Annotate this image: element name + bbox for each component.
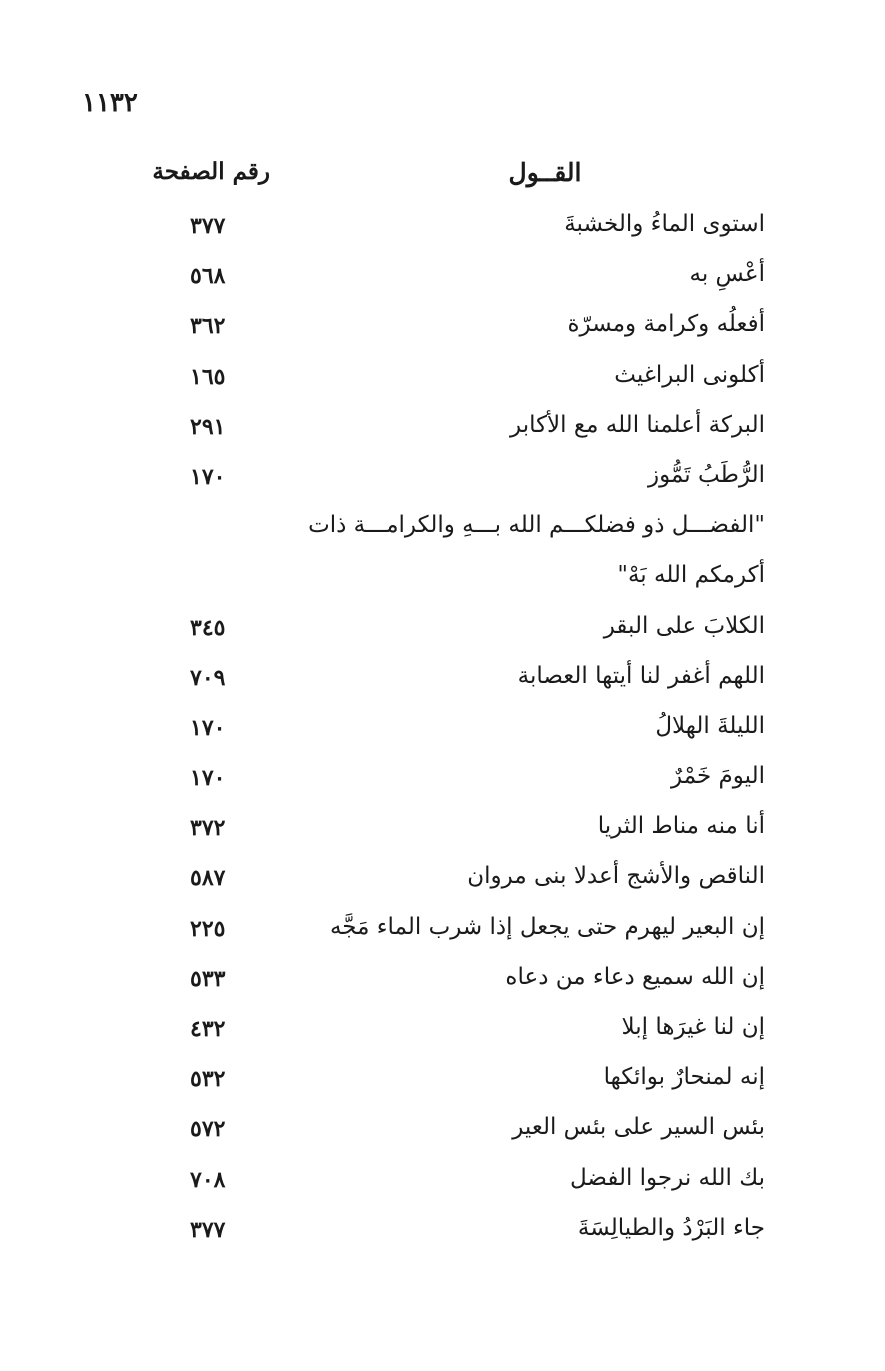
page-reference: ١٦٥ bbox=[190, 363, 226, 390]
table-row bbox=[0, 504, 885, 554]
saying-text: إن لنا غيرَها إبلا bbox=[621, 1014, 765, 1040]
table-row bbox=[0, 253, 885, 303]
table-row bbox=[0, 404, 885, 454]
saying-text: إن الله سميع دعاء من دعاه bbox=[505, 963, 765, 990]
table-row bbox=[0, 705, 885, 755]
table-row bbox=[0, 655, 885, 705]
page-reference: ٣٧٢ bbox=[190, 815, 226, 842]
table-row bbox=[0, 906, 885, 956]
page-reference: ١٧٠ bbox=[190, 765, 226, 792]
page-reference: ٣٧٧ bbox=[190, 213, 226, 239]
page-reference: ٥٣٣ bbox=[190, 965, 226, 992]
saying-text: أعْسِ به bbox=[689, 261, 765, 288]
table-row bbox=[0, 554, 885, 604]
table-row bbox=[0, 1006, 885, 1056]
table-row bbox=[0, 303, 885, 353]
saying-text: أفعلُه وكرامة ومسرّة bbox=[567, 311, 765, 338]
page-reference: ٧٠٨ bbox=[190, 1166, 226, 1193]
table-row bbox=[0, 354, 885, 404]
sayings-index-table bbox=[0, 203, 885, 1257]
table-row bbox=[0, 1207, 885, 1257]
saying-text: الليلةَ الهلالُ bbox=[655, 712, 765, 739]
table-row bbox=[0, 1106, 885, 1156]
page-reference: ٥٧٢ bbox=[190, 1116, 226, 1143]
page-reference: ٣٧٧ bbox=[190, 1216, 226, 1243]
table-row bbox=[0, 855, 885, 905]
table-row bbox=[0, 454, 885, 504]
table-row bbox=[0, 1056, 885, 1106]
saying-text: استوى الماءُ والخشبةَ bbox=[564, 211, 765, 237]
page-reference: ٤٣٢ bbox=[190, 1016, 226, 1042]
page-reference: ٢٢٥ bbox=[190, 915, 226, 942]
page-reference: ٣٦٢ bbox=[190, 313, 226, 340]
saying-text: الكلابَ على البقر bbox=[603, 612, 765, 639]
saying-text: بئس السير على بئس العير bbox=[512, 1114, 765, 1141]
saying-text: أكرمكم الله بَهْ" bbox=[617, 562, 765, 589]
page-reference: ٢٩١ bbox=[190, 413, 226, 440]
saying-column-header: القــول bbox=[508, 158, 582, 187]
table-row bbox=[0, 755, 885, 805]
saying-text: أكلونى البراغيث bbox=[614, 361, 765, 388]
saying-text: "الفضـــل ذو فضلكـــم الله بـــهِ والكرامـــة ذات bbox=[308, 512, 765, 539]
table-row bbox=[0, 1157, 885, 1207]
saying-text: إنه لمنحارٌ بوائكها bbox=[603, 1064, 765, 1091]
page-reference: ٥٣٢ bbox=[190, 1066, 226, 1093]
saying-text: إن البعير ليهرم حتى يجعل إذا شرب الماء مَجَّه bbox=[329, 913, 765, 940]
saying-text: جاء البَرْدُ والطيالِسَةَ bbox=[577, 1214, 765, 1241]
saying-text: الناقص والأشج أعدلا بنى مروان bbox=[467, 863, 765, 890]
table-row bbox=[0, 956, 885, 1006]
saying-text: البركة أعلمنا الله مع الأكابر bbox=[510, 411, 765, 438]
saying-text: أنا منه مناط الثريا bbox=[597, 813, 765, 840]
page-reference: ١٧٠ bbox=[190, 463, 226, 490]
column-headers bbox=[0, 158, 885, 198]
page-reference: ٧٠٩ bbox=[190, 664, 226, 691]
page-reference: ١٧٠ bbox=[190, 714, 226, 741]
page-number: ١١٣٢ bbox=[82, 88, 138, 118]
saying-text: اليومَ خَمْرٌ bbox=[671, 763, 765, 790]
saying-text: بك الله نرجوا الفضل bbox=[569, 1164, 765, 1191]
page-reference: ٥٦٨ bbox=[190, 263, 226, 290]
table-row bbox=[0, 203, 885, 253]
table-row bbox=[0, 605, 885, 655]
page-reference: ٥٨٧ bbox=[190, 865, 226, 892]
page-reference: ٣٤٥ bbox=[190, 614, 226, 641]
page-column-header: رقم الصفحة bbox=[152, 158, 270, 185]
saying-text: اللهم أغفر لنا أيتها العصابة bbox=[517, 662, 765, 689]
saying-text: الرُّطَبُ تَمُّوز bbox=[648, 461, 765, 488]
table-row bbox=[0, 805, 885, 855]
